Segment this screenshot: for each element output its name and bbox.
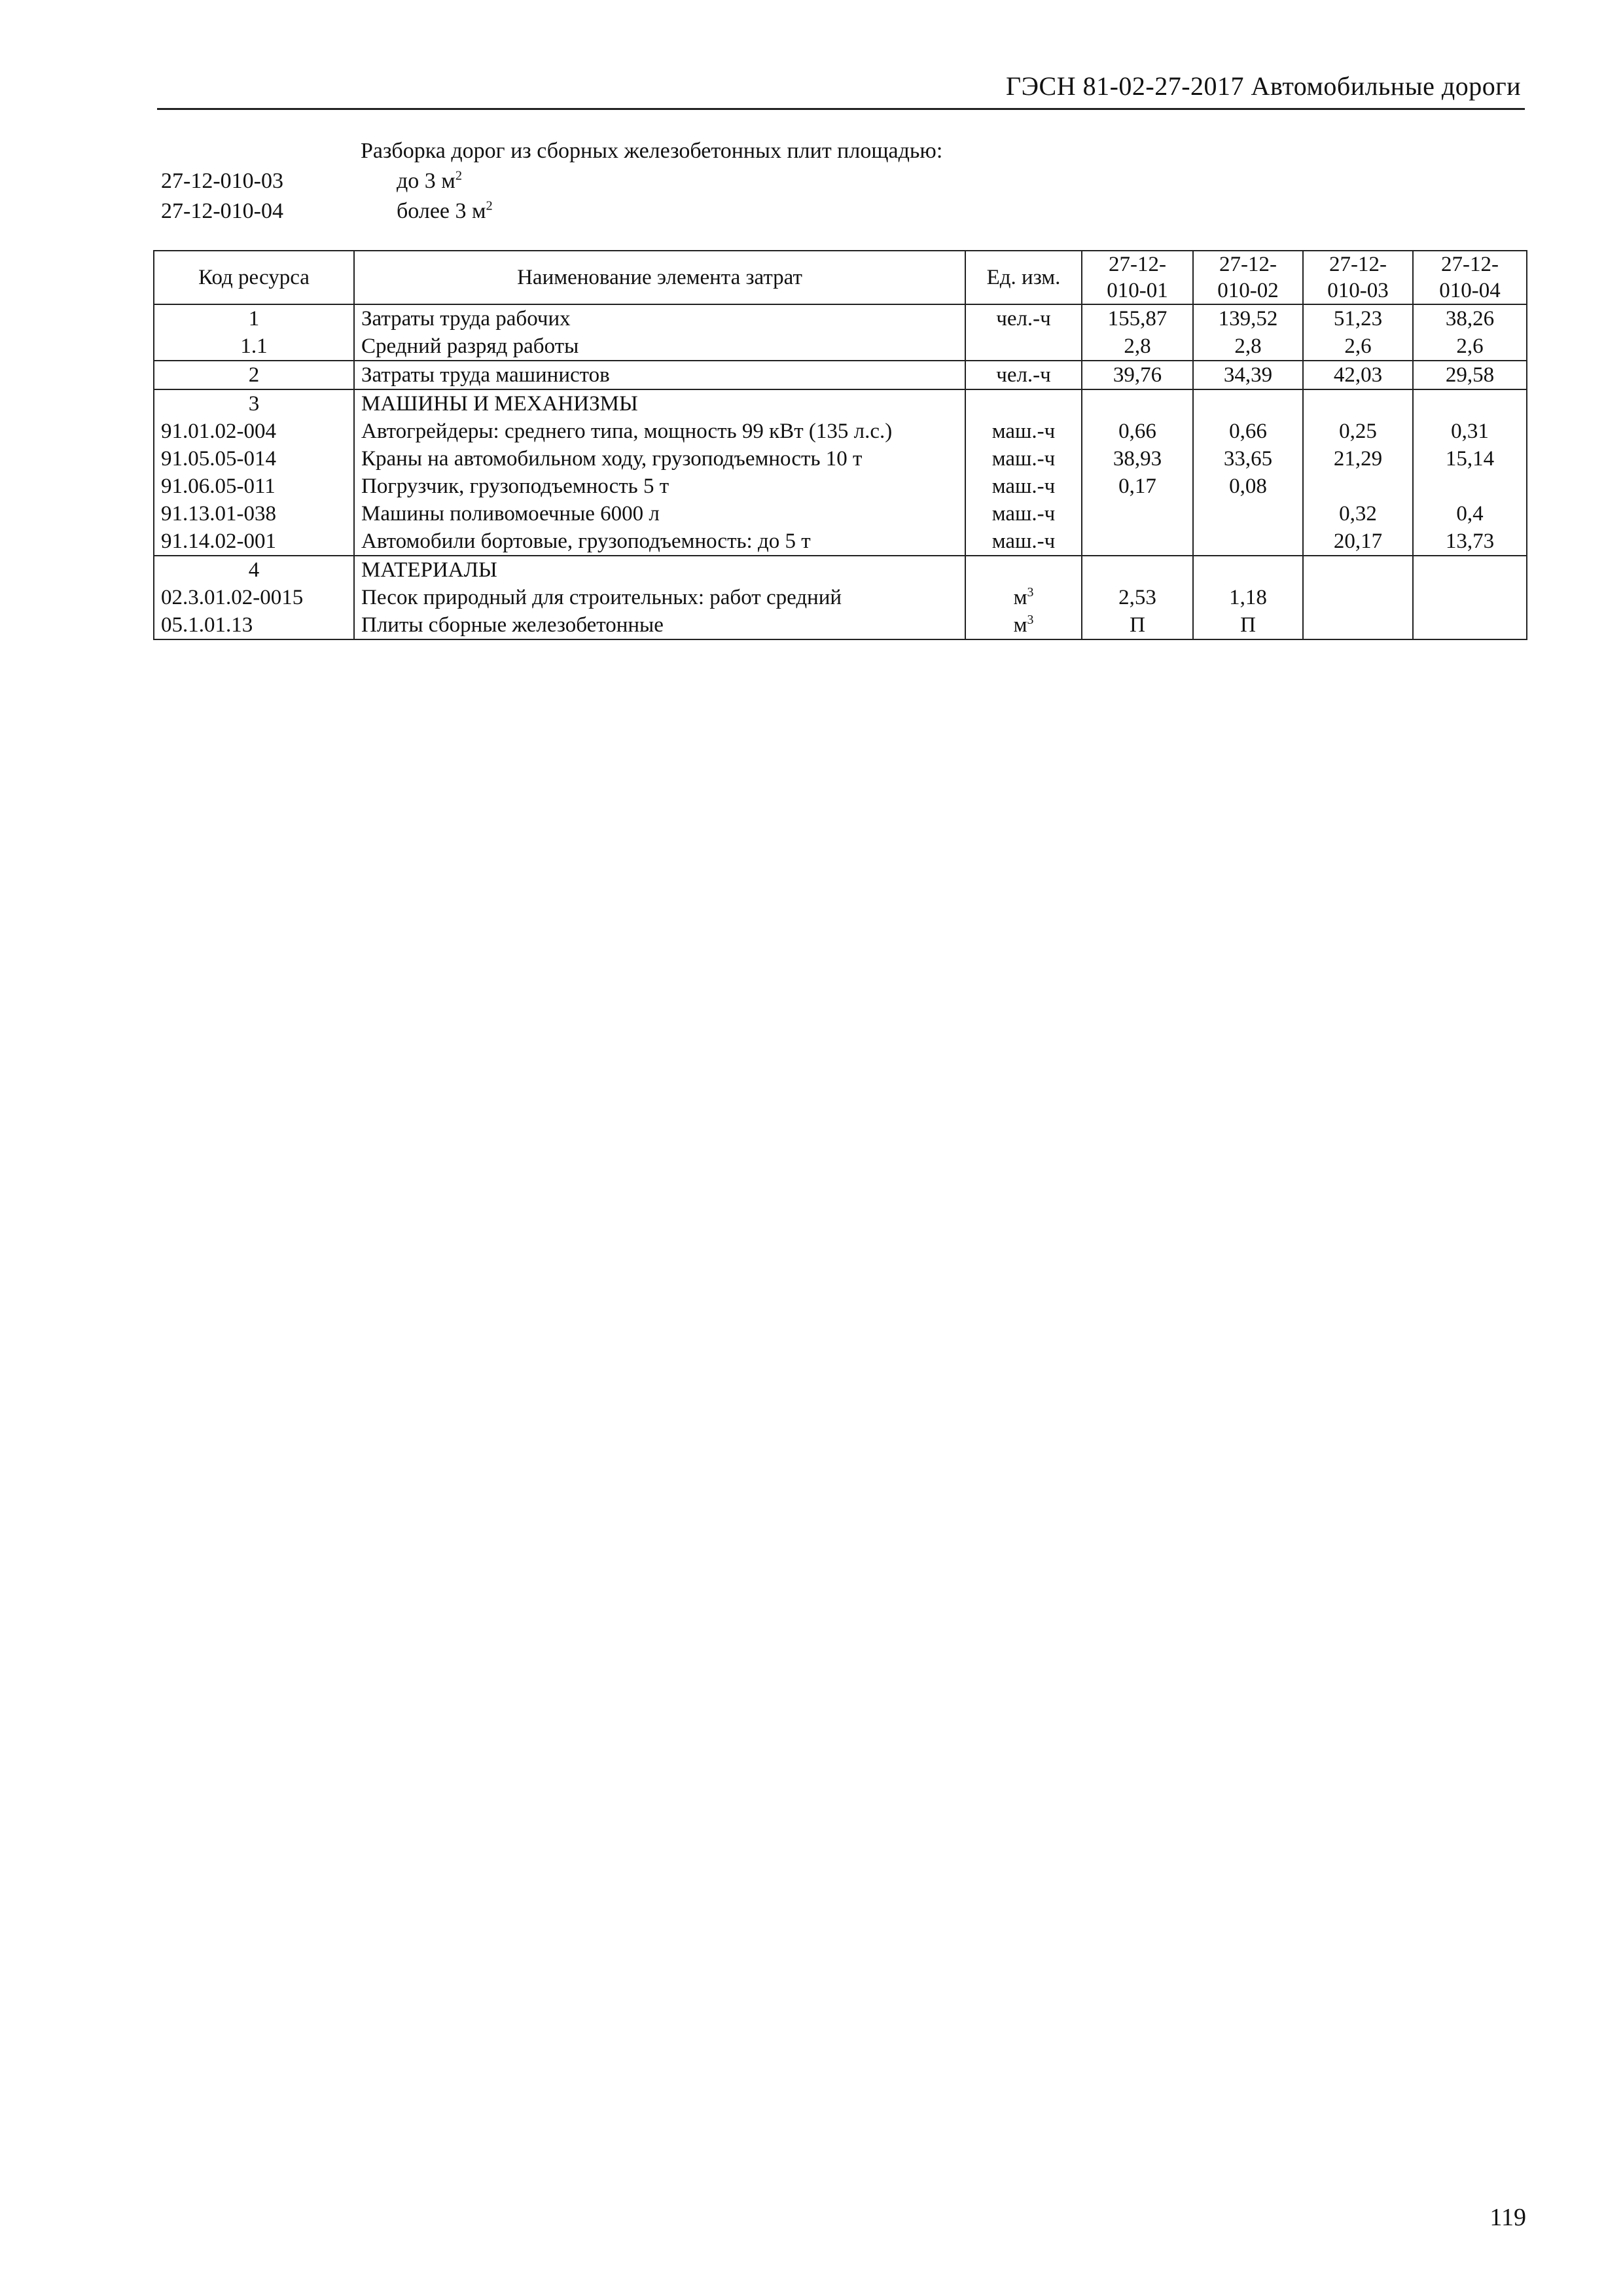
- cell-unit: маш.-ч: [965, 418, 1082, 445]
- header-col-010-04: 27-12- 010-04: [1413, 251, 1527, 304]
- cell-name: Плиты сборные железобетонные: [354, 611, 965, 639]
- cell-unit: $м^3$: [965, 611, 1082, 639]
- table-row: [154, 611, 1527, 639]
- table-row: [154, 528, 1527, 556]
- cell-unit: [965, 332, 1082, 361]
- work-item-desc: до 3 $м^2$: [397, 168, 463, 193]
- header-code: Код ресурса: [154, 251, 354, 304]
- cell-value: [1303, 389, 1413, 418]
- table-row: [154, 473, 1527, 500]
- cell-value: [1413, 473, 1527, 500]
- work-item-desc: более 3 $м^2$: [397, 198, 493, 223]
- table-header-row: [154, 251, 1527, 304]
- page-number: 119: [1489, 2204, 1526, 2231]
- cell-value: 0,08: [1193, 473, 1303, 500]
- cell-value: 38,93: [1082, 445, 1193, 473]
- cell-unit: чел.-ч: [965, 361, 1082, 389]
- cell-code: 2: [154, 361, 354, 389]
- cell-unit: [965, 389, 1082, 418]
- table-section-row: [154, 556, 1527, 584]
- document-title: ГЭСН 81-02-27-2017 Автомобильные дороги: [1006, 71, 1521, 101]
- cell-name: Краны на автомобильном ходу, грузоподъемность 10 т: [354, 445, 965, 473]
- cell-value: [1303, 473, 1413, 500]
- cell-value: 0,17: [1082, 473, 1193, 500]
- cell-value: 51,23: [1303, 304, 1413, 332]
- cell-value: 0,32: [1303, 500, 1413, 528]
- cell-value: 38,26: [1413, 304, 1527, 332]
- header-col-010-03: 27-12- 010-03: [1303, 251, 1413, 304]
- cell-value: 15,14: [1413, 445, 1527, 473]
- cell-name: Затраты труда рабочих: [354, 304, 965, 332]
- cell-value: 1,18: [1193, 584, 1303, 611]
- table-row: [154, 361, 1527, 389]
- cell-code: 91.06.05-011: [154, 473, 354, 500]
- table-row: [154, 332, 1527, 361]
- cell-unit: маш.-ч: [965, 473, 1082, 500]
- cell-name: Затраты труда машинистов: [354, 361, 965, 389]
- cell-value: [1413, 584, 1527, 611]
- table-row: [154, 418, 1527, 445]
- section-title: МАШИНЫ И МЕХАНИЗМЫ: [354, 389, 965, 418]
- cell-value: [1193, 389, 1303, 418]
- cell-value: 0,25: [1303, 418, 1413, 445]
- cell-value: [1413, 611, 1527, 639]
- cell-code: 02.3.01.02-0015: [154, 584, 354, 611]
- cell-value: 0,4: [1413, 500, 1527, 528]
- cell-value: П: [1193, 611, 1303, 639]
- cell-code: 91.01.02-004: [154, 418, 354, 445]
- cell-value: 33,65: [1193, 445, 1303, 473]
- work-heading: Разборка дорог из сборных железобетонных плит площадью:: [361, 139, 943, 163]
- cell-name: Машины поливомоечные 6000 л: [354, 500, 965, 528]
- cell-value: [1193, 528, 1303, 556]
- cell-value: 34,39: [1193, 361, 1303, 389]
- cell-name: Автомобили бортовые, грузоподъемность: до 5 т: [354, 528, 965, 556]
- cell-unit: чел.-ч: [965, 304, 1082, 332]
- cell-unit: маш.-ч: [965, 445, 1082, 473]
- header-col-010-01: 27-12- 010-01: [1082, 251, 1193, 304]
- section-title: МАТЕРИАЛЫ: [354, 556, 965, 584]
- table-row: [154, 304, 1527, 332]
- cell-name: Песок природный для строительных: работ средний: [354, 584, 965, 611]
- cell-value: [1303, 556, 1413, 584]
- cell-code: 4: [154, 556, 354, 584]
- cell-value: 2,6: [1303, 332, 1413, 361]
- table-row: [154, 500, 1527, 528]
- cell-value: [1303, 584, 1413, 611]
- table-section-row: [154, 389, 1527, 418]
- cell-value: 20,17: [1303, 528, 1413, 556]
- page-header: [157, 71, 1525, 110]
- cell-unit: маш.-ч: [965, 500, 1082, 528]
- cell-unit: маш.-ч: [965, 528, 1082, 556]
- cell-value: 139,52: [1193, 304, 1303, 332]
- cell-value: 0,66: [1193, 418, 1303, 445]
- cell-name: Средний разряд работы: [354, 332, 965, 361]
- cell-value: [1413, 389, 1527, 418]
- cell-value: 2,8: [1193, 332, 1303, 361]
- cell-name: Автогрейдеры: среднего типа, мощность 99 кВт (135 л.с.): [354, 418, 965, 445]
- cell-code: 05.1.01.13: [154, 611, 354, 639]
- cell-code: 91.05.05-014: [154, 445, 354, 473]
- work-item-code: 27-12-010-03: [161, 169, 283, 193]
- cell-value: 39,76: [1082, 361, 1193, 389]
- cell-value: 2,6: [1413, 332, 1527, 361]
- header-unit: Ед. изм.: [965, 251, 1082, 304]
- cell-value: 2,53: [1082, 584, 1193, 611]
- cell-value: 29,58: [1413, 361, 1527, 389]
- cell-value: 0,66: [1082, 418, 1193, 445]
- cell-value: [1082, 389, 1193, 418]
- cell-value: 0,31: [1413, 418, 1527, 445]
- cell-name: Погрузчик, грузоподъемность 5 т: [354, 473, 965, 500]
- cell-value: 13,73: [1413, 528, 1527, 556]
- cell-code: 1: [154, 304, 354, 332]
- cell-code: 3: [154, 389, 354, 418]
- table-row: [154, 584, 1527, 611]
- cell-unit: [965, 556, 1082, 584]
- cell-value: 155,87: [1082, 304, 1193, 332]
- cell-value: 42,03: [1303, 361, 1413, 389]
- table-row: [154, 445, 1527, 473]
- cell-value: 2,8: [1082, 332, 1193, 361]
- header-name: Наименование элемента затрат: [354, 251, 965, 304]
- cost-table: [153, 250, 1527, 640]
- cell-value: [1082, 528, 1193, 556]
- cell-value: [1193, 500, 1303, 528]
- work-item-code: 27-12-010-04: [161, 199, 283, 223]
- header-col-010-02: 27-12- 010-02: [1193, 251, 1303, 304]
- cell-value: 21,29: [1303, 445, 1413, 473]
- cell-value: [1082, 556, 1193, 584]
- cell-code: 91.14.02-001: [154, 528, 354, 556]
- cell-value: [1413, 556, 1527, 584]
- cell-code: 91.13.01-038: [154, 500, 354, 528]
- cell-value: [1303, 611, 1413, 639]
- cell-value: П: [1082, 611, 1193, 639]
- cell-unit: $м^3$: [965, 584, 1082, 611]
- cell-value: [1193, 556, 1303, 584]
- cell-code: 1.1: [154, 332, 354, 361]
- cell-value: [1082, 500, 1193, 528]
